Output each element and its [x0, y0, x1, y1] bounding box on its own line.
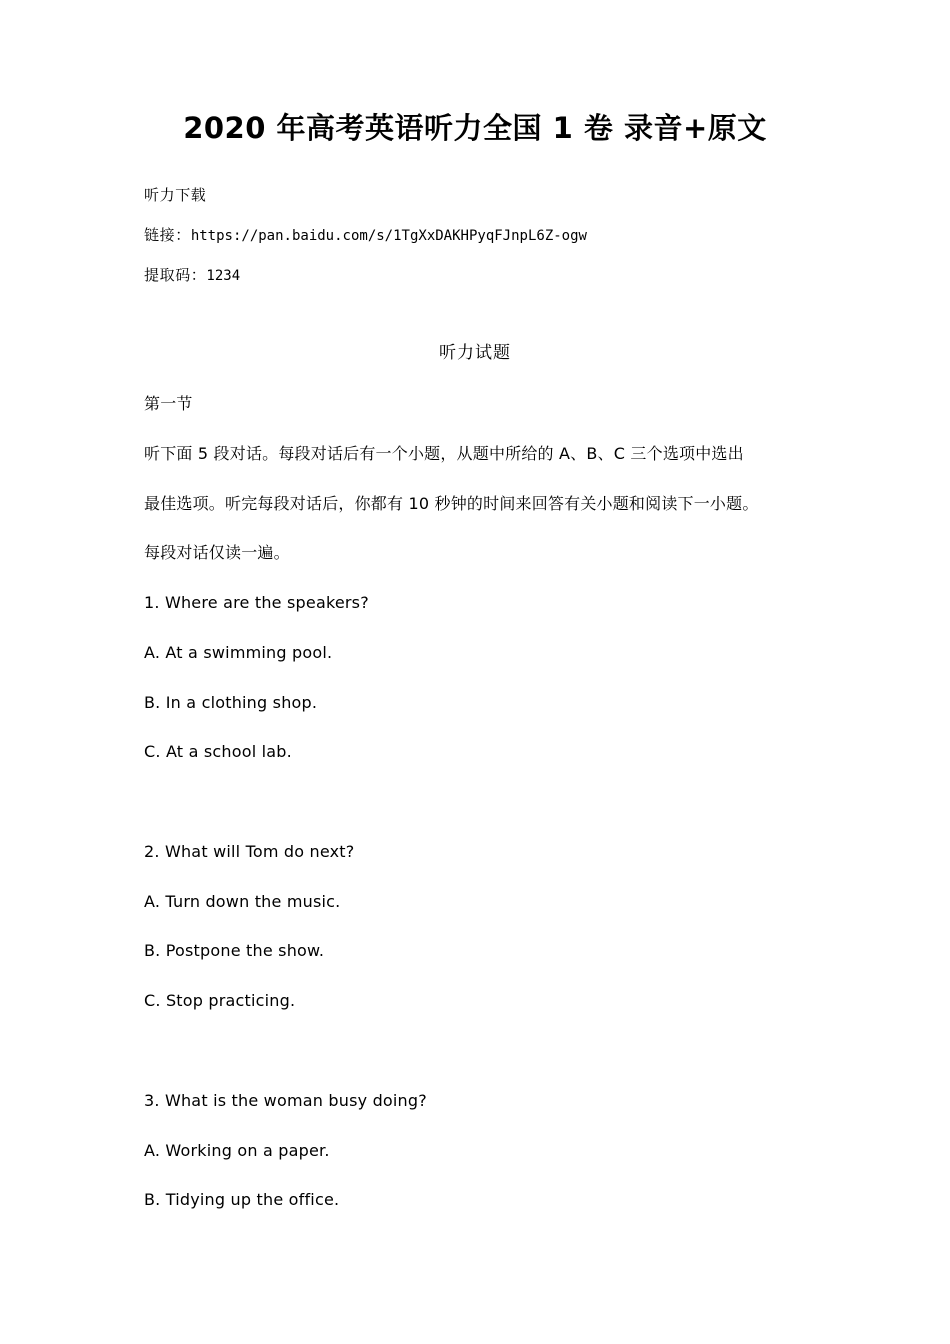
extraction-code-row [144, 264, 240, 287]
download-link[interactable]: https://pan.baidu.com/s/1TgXxDAKHPyqFJnpL6Z-ogw [190, 228, 587, 244]
question-option: A. Working on a paper. [144, 1141, 330, 1160]
question-option: A. At a swimming pool. [144, 643, 333, 662]
code-label: 提取码： [144, 266, 207, 284]
question-option: A. Turn down the music. [144, 892, 341, 911]
instruction-line: 每段对话仅读一遍。 [144, 543, 290, 562]
instruction-line: 最佳选项。听完每段对话后，你都有 10 秒钟的时间来回答有关小题和阅读下一小题。 [144, 494, 759, 513]
question-option: B. In a clothing shop. [144, 693, 318, 712]
question-option: C. Stop practicing. [144, 991, 296, 1010]
question-option: B. Postpone the show. [144, 941, 325, 960]
document-title: 2020 年高考英语听力全国 1 卷 录音+原文 [183, 111, 767, 145]
question-option: B. Tidying up the office. [144, 1190, 340, 1209]
download-link-row [144, 224, 587, 247]
link-label: 链接： [144, 226, 191, 244]
code-value: 1234 [206, 268, 241, 284]
download-heading: 听力下载 [144, 186, 207, 204]
instruction-line: 听下面 5 段对话。每段对话后有一个小题，从题中所给的 A、B、C 三个选项中选出 [144, 444, 744, 463]
question-stem: 2. What will Tom do next? [144, 842, 355, 861]
question-stem: 3. What is the woman busy doing? [144, 1091, 427, 1110]
part-label: 第一节 [144, 394, 193, 413]
question-stem: 1. Where are the speakers? [144, 593, 369, 612]
question-option: C. At a school lab. [144, 742, 292, 761]
section-title: 听力试题 [439, 343, 511, 363]
